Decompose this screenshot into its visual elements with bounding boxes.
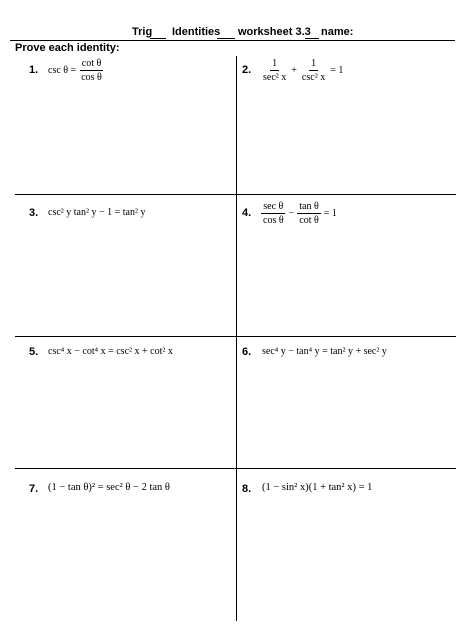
problem-1-lhs: csc θ = <box>48 65 77 76</box>
column-divider <box>236 56 237 621</box>
problem-6-number: 6. <box>242 346 252 358</box>
header-worksheet: worksheet 3.3 <box>238 26 311 38</box>
header-underline-2 <box>217 38 235 39</box>
problem-2-equation <box>260 58 343 83</box>
problem-5-number: 5. <box>29 346 39 358</box>
problem-5-equation: csc⁴ x − cot⁴ x = csc² x + cot² x <box>48 346 173 357</box>
problem-4-a-denominator: cos θ <box>263 215 284 226</box>
header-name-label: name: <box>321 26 354 38</box>
row-divider-3 <box>15 468 456 469</box>
problem-1-fraction <box>79 58 104 83</box>
problem-4-fraction-a <box>261 201 286 226</box>
problem-2-a-numerator: 1 <box>272 58 278 69</box>
problem-7-equation: (1 − tan θ)² = sec² θ − 2 tan θ <box>48 482 170 493</box>
header-underline-3 <box>305 38 319 39</box>
problem-4-fraction-b <box>297 201 321 226</box>
problem-1-number: 1. <box>29 64 39 76</box>
problem-2-a-denominator: sec² x <box>263 72 287 83</box>
problem-4-b-denominator: cot θ <box>299 215 319 226</box>
problem-3-equation: csc² y tan² y − 1 = tan² y <box>48 207 146 218</box>
problem-7-number: 7. <box>29 483 39 495</box>
header-rule <box>10 40 455 41</box>
problem-2-b-numerator: 1 <box>311 58 317 69</box>
instructions: Prove each identity: <box>15 42 120 54</box>
header-underline-1 <box>150 38 166 39</box>
header-trig: Trig <box>132 26 153 38</box>
problem-2-b-denominator: csc² x <box>301 72 326 83</box>
problem-4-equation <box>260 201 337 226</box>
row-divider-2 <box>15 336 456 337</box>
problem-1-denominator: cos θ <box>81 72 102 83</box>
problem-2-plus: + <box>291 65 297 76</box>
problem-6-equation: sec⁴ y − tan⁴ y = tan² y + sec² y <box>262 346 387 357</box>
problem-8-number: 8. <box>242 483 252 495</box>
problem-1-numerator: cot θ <box>81 58 102 69</box>
problem-4-number: 4. <box>242 207 252 219</box>
problem-2-fraction-b <box>300 58 327 83</box>
problem-4-rhs: = 1 <box>323 208 337 219</box>
problem-4-b-numerator: tan θ <box>299 201 319 212</box>
problem-2-fraction-a <box>261 58 288 83</box>
problem-1-equation <box>48 58 105 83</box>
problem-2-rhs: = 1 <box>330 65 344 76</box>
row-divider-1 <box>15 194 456 195</box>
problem-3-number: 3. <box>29 207 39 219</box>
header-identities: Identities <box>172 26 221 38</box>
problem-8-equation: (1 − sin² x)(1 + tan² x) = 1 <box>262 482 373 493</box>
problem-4-minus: − <box>288 208 295 219</box>
problem-4-a-numerator: sec θ <box>263 201 284 212</box>
problem-2-number: 2. <box>242 64 252 76</box>
